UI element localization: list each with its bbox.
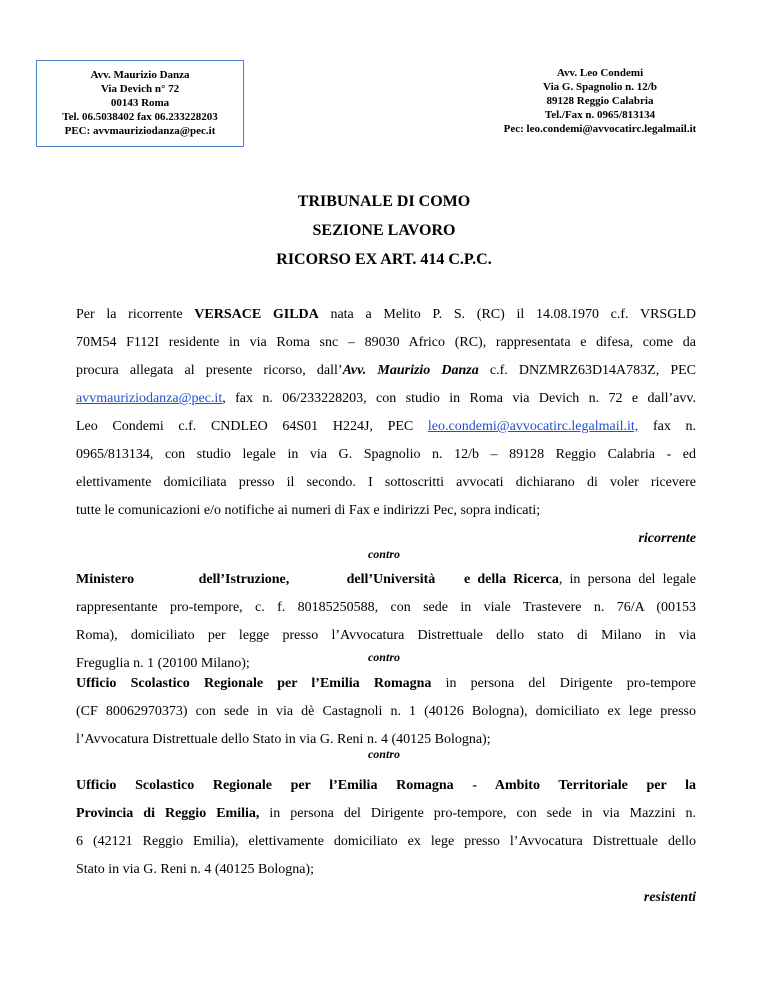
text: Leo Condemi c.f. CNDLEO 64S01 H224J, PEC [76,419,428,434]
paragraph-line: 0965/813134, con studio legale in via G. Spagnolio n. 12/b – 89128 Reggio Calabria - ed [76,447,696,462]
paragraph-line: elettivamente domiciliata presso il secondo. I sottoscritti avvocati dichiarano di voler ricevere [76,475,696,490]
left-lawyer-name: Avv. Maurizio Danza [90,69,190,81]
text: nata a Melito P. S. (RC) il 14.08.1970 c.f. VRSGLD [318,307,696,322]
claimant-paragraph [76,301,696,553]
pec-email-link[interactable]: avvmauriziodanza@pec.it [76,391,223,406]
paragraph-line [76,301,696,329]
right-lawyer-name: Avv. Leo Condemi [556,67,644,79]
text: fax n. [638,419,696,434]
left-lawyer-pec: PEC: avvmauriziodanza@pec.it [64,125,216,137]
paragraph-line [76,670,696,698]
ministry-name: e della Ricerca [463,572,559,587]
respondent-ust [76,772,696,912]
paragraph-line [76,413,696,441]
paragraph-line [76,566,696,594]
text: , fax n. 06/233228203, con studio in Roma via Devich n. 72 e dall’avv. [222,391,696,406]
paragraph-line [76,772,696,800]
left-lawyer-header [36,60,244,147]
paragraph-line: rappresentante pro-tempore, c. f. 80185250588, con sede in viale Trastevere n. 76/A (00153 [76,600,696,615]
right-lawyer-address: Via G. Spagnolio n. 12/b [543,81,657,93]
role-resistenti [76,884,696,912]
paragraph-line: Roma), domiciliato per legge presso l’Avvocatura Distrettuale dello stato di Milano in via [76,628,696,643]
claimant-name: VERSACE GILDA [194,307,319,322]
appeal-title: RICORSO EX ART. 414 C.P.C. [276,251,492,268]
right-lawyer-city: 89128 Reggio Calabria [546,95,654,107]
text: procura allegata al presente ricorso, dall’ [76,363,343,378]
right-lawyer-pec: Pec: leo.condemi@avvocatirc.legalmail.it [503,123,697,135]
paragraph-line: l’Avvocatura Distrettuale dello Stato in via G. Reni n. 4 (40125 Bologna); [76,732,491,747]
paragraph-line [76,385,696,413]
text: in persona del Dirigente pro-tempore, con sede in via Mazzini n. [259,806,696,821]
ministry-name: Ministero [76,572,135,587]
paragraph-line: 70M54 F112I residente in via Roma snc – 89030 Africo (RC), rappresentata e difesa, come da [76,335,696,350]
court-title: TRIBUNALE DI COMO [297,193,471,210]
ministry-name: dell’Università [346,572,436,587]
contro-label: contro [367,650,400,664]
role-label: ricorrente [638,531,696,546]
paragraph-line: Stato in via G. Reni n. 4 (40125 Bologna); [76,862,314,877]
office-name: Ufficio Scolastico Regionale per l’Emilia Romagna - Ambito Territoriale per la [76,778,696,793]
paragraph-line [76,357,696,385]
right-lawyer-header [470,66,730,136]
left-lawyer-phone: Tel. 06.5038402 fax 06.233228203 [62,111,218,123]
contro-label: contro [367,547,400,561]
role-label: resistenti [643,890,696,905]
respondent-usr [76,670,696,754]
left-lawyer-city: 00143 Roma [110,97,170,109]
paragraph-line [76,800,696,828]
section-title: SEZIONE LAVORO [312,222,456,239]
paragraph-line: (CF 80062970373) con sede in via dè Castagnoli n. 1 (40126 Bologna), domiciliato ex lege presso [76,704,696,719]
text: , in persona del legale [558,572,697,587]
contro-label: contro [367,747,400,761]
ministry-name: dell’Istruzione, [198,572,290,587]
pec-email-link[interactable]: leo.condemi@avvocatirc.legalmail.it, [427,419,639,434]
office-name: Provincia di Reggio Emilia, [76,806,260,821]
lawyer-name: Avv. Maurizio Danza [342,363,479,378]
paragraph-line: tutte le comunicazioni e/o notifiche ai numeri di Fax e indirizzi Pec, sopra indicati; [76,503,541,518]
paragraph-line: 6 (42121 Reggio Emilia), elettivamente domiciliato ex lege presso l’Avvocatura Distrettuale dello [76,834,696,849]
left-lawyer-address: Via Devich n° 72 [100,83,180,95]
office-name: Ufficio Scolastico Regionale per l’Emilia Romagna [76,676,432,691]
text: c.f. DNZMRZ63D14A783Z, PEC [478,363,696,378]
text: Per la ricorrente [76,307,195,322]
right-lawyer-phone: Tel./Fax n. 0965/813134 [544,109,656,121]
text: in persona del Dirigente pro-tempore [431,676,696,691]
paragraph-line: Freguglia n. 1 (20100 Milano); [76,656,250,671]
